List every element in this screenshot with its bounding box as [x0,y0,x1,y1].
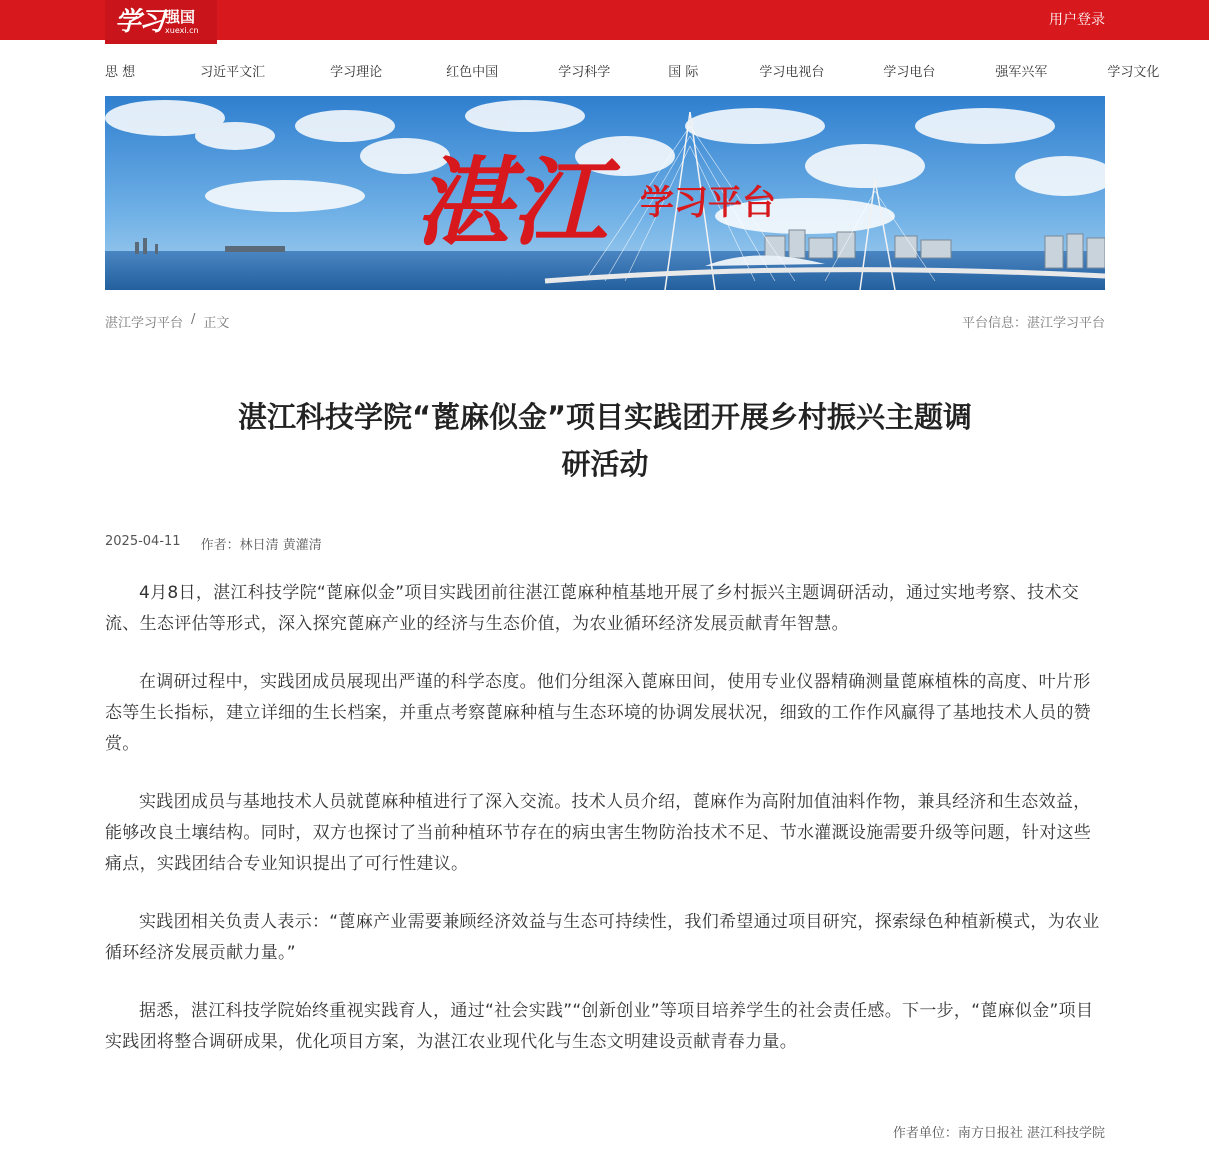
banner-image [105,96,1105,290]
logo-mark: 学习 [115,7,164,37]
article-paragraph: 4月8日，湛江科技学院“蓖麻似金”项目实践团前往湛江蓖麻种植基地开展了乡村振兴主题调研活动，通过实地考察、技术交流、生态评估等形式，深入探究蓖麻产业的经济与生态价值，为农业循环经济发展贡献青年智慧。 [105,583,1080,634]
nav-item-red-china[interactable]: 红色中国 [446,64,499,80]
article-title-line2: 研活动 [561,447,649,481]
article-meta [105,534,322,553]
article-author: 作者：林日清 黄灌清 [200,538,322,553]
logo-name: 强国 [165,7,196,26]
nav-item-culture[interactable]: 学习文化 [1107,64,1160,80]
user-login-link[interactable]: 用户登录 [1049,12,1105,28]
nav-item-tv[interactable]: 学习电视台 [759,64,825,80]
article-paragraph: 实践团相关负责人表示：“蓖麻产业需要兼顾经济效益与生态可持续性，我们希望通过项目研究，探索绿色种植新模式，为农业循环经济发展贡献力量。” [105,912,1100,963]
nav-item-science[interactable]: 学习科学 [558,64,611,80]
nav-item-radio[interactable]: 学习电台 [883,64,936,80]
breadcrumb-separator: / [191,312,196,327]
platform-banner [105,96,1105,290]
breadcrumb [105,312,229,331]
breadcrumb-home-link[interactable]: 湛江学习平台 [105,316,184,331]
nav-item-xi-collection[interactable]: 习近平文汇 [200,64,266,80]
nav-item-theory[interactable]: 学习理论 [330,64,383,80]
top-bar [0,0,1209,40]
main-nav [105,56,1160,84]
article-paragraph: 据悉，湛江科技学院始终重视实践育人，通过“社会实践”“创新创业”等项目培养学生的社会责任感。下一步，“蓖麻似金”项目实践团将整合调研成果，优化项目方案，为湛江农业现代化与生态文明建设贡献青春力量。 [105,1001,1094,1052]
nav-item-international[interactable]: 国 际 [668,64,699,80]
article-title [180,394,1030,488]
nav-item-thought[interactable]: 思 想 [105,64,136,80]
banner-title-small: 学习平台 [640,183,776,223]
nav-item-military[interactable]: 强军兴军 [995,64,1048,80]
article-date: 2025-04-11 [105,534,181,549]
logo-domain: xuexi.cn [165,25,199,35]
platform-info: 平台信息：湛江学习平台 [961,316,1105,331]
author-unit: 作者单位：南方日报社 湛江科技学院 [892,1126,1105,1141]
breadcrumb-current: 正文 [203,316,230,331]
article-paragraph: 实践团成员与基地技术人员就蓖麻种植进行了深入交流。技术人员介绍，蓖麻作为高附加值油料作物，兼具经济和生态效益，能够改良土壤结构。同时，双方也探讨了当前种植环节存在的病虫害生物防治技术不足、节水灌溉设施需要升级等问题，针对这些痛点，实践团结合专业知识提出了可行性建议。 [105,792,1092,874]
article-title-line1: 湛江科技学院“蓖麻似金”项目实践团开展乡村振兴主题调 [237,400,973,434]
banner-title-big: 湛江 [415,146,607,259]
article-paragraph: 在调研过程中，实践团成员展现出严谨的科学态度。他们分组深入蓖麻田间，使用专业仪器精确测量蓖麻植株的高度、叶片形态等生长指标，建立详细的生长档案，并重点考察蓖麻种植与生态环境的协调发展状况，细致的工作作风赢得了基地技术人员的赞赏。 [105,672,1092,754]
article-body [105,578,1105,1085]
xuexi-logo[interactable] [105,0,217,44]
